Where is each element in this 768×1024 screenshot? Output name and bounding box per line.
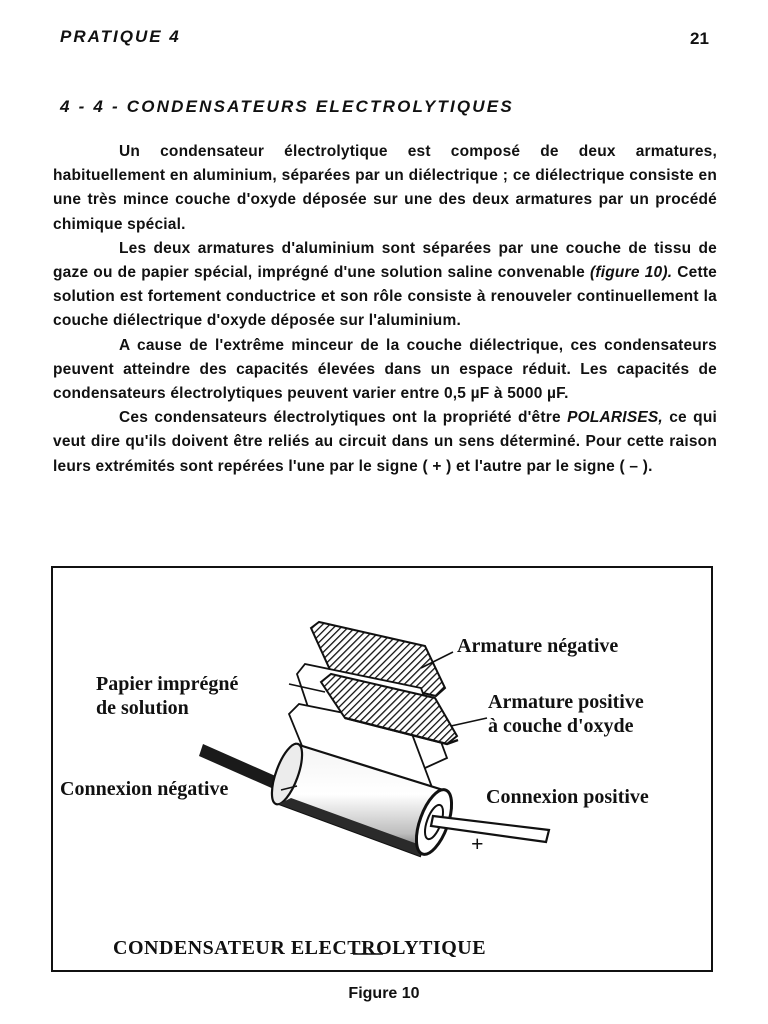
chapter-header: PRATIQUE 4 <box>60 27 181 46</box>
polarises-emphasis: POLARISES, <box>567 409 663 427</box>
label-armature-positive-line2: à couche d'oxyde <box>488 715 634 737</box>
label-armature-negative: Armature négative <box>457 635 619 657</box>
paragraph-4-text-b: ce qui veut dire qu'ils doivent être reliés au circuit dans un sens déterminé. Pour cette raison leurs extrémités sont repérées l'une par le signe ( + ) et l'autre par le signe ( – ). <box>53 409 718 475</box>
label-armature-positive-line1: Armature positive <box>488 691 644 713</box>
body-text <box>53 140 717 479</box>
positive-lead <box>431 816 549 842</box>
section-title: 4 - 4 - CONDENSATEURS ELECTROLYTIQUES <box>60 97 514 116</box>
paragraph-1: Un condensateur électrolytique est composé de deux armatures, habituellement en aluminium, séparées par un diélectrique ; ce diélectrique consiste en une très mince couche d'oxyde déposée sur une des deux armatures par un procédé chimique spécial. <box>53 143 717 233</box>
paragraph-3: A cause de l'extrême minceur de la couche diélectrique, ces condensateurs peuvent atteindre des capacités élevées dans un espace réduit. Les capacités de condensateurs électrolytiques peuvent varier entre 0,5 µF à 5000 µF. <box>53 336 717 403</box>
paragraph-2-text-a: Les deux armatures d'aluminium sont séparées par une couche de tissu de gaze ou de papier spécial, imprégné d'une solution saline convenable <box>53 239 717 282</box>
capacitor-illustration <box>53 568 710 969</box>
paragraph-4 <box>53 406 717 479</box>
label-papier-line2: de solution <box>96 697 189 719</box>
label-papier-line1: Papier imprégné <box>96 673 239 695</box>
label-connexion-negative: Connexion négative <box>60 778 229 800</box>
leader-armature-positive <box>451 718 487 726</box>
paragraph-4-text-a: Ces condensateurs électrolytiques ont la propriété d'être <box>119 409 568 427</box>
figure-title: CONDENSATEUR ELECTROLYTIQUE <box>113 937 487 959</box>
label-connexion-positive: Connexion positive <box>486 786 649 808</box>
page-number: 21 <box>690 29 709 48</box>
plus-sign-label: + <box>471 831 484 856</box>
figure-frame <box>51 566 713 972</box>
figure-caption: Figure 10 <box>348 985 420 1002</box>
paragraph-2 <box>53 237 717 334</box>
figure-reference: (figure 10). <box>590 264 673 282</box>
paragraph-2-text-b: Cette solution est fortement conductrice et son rôle consiste à renouveler continuellement la couche diélectrique d'oxyde déposée sur l'aluminium. <box>53 264 717 330</box>
